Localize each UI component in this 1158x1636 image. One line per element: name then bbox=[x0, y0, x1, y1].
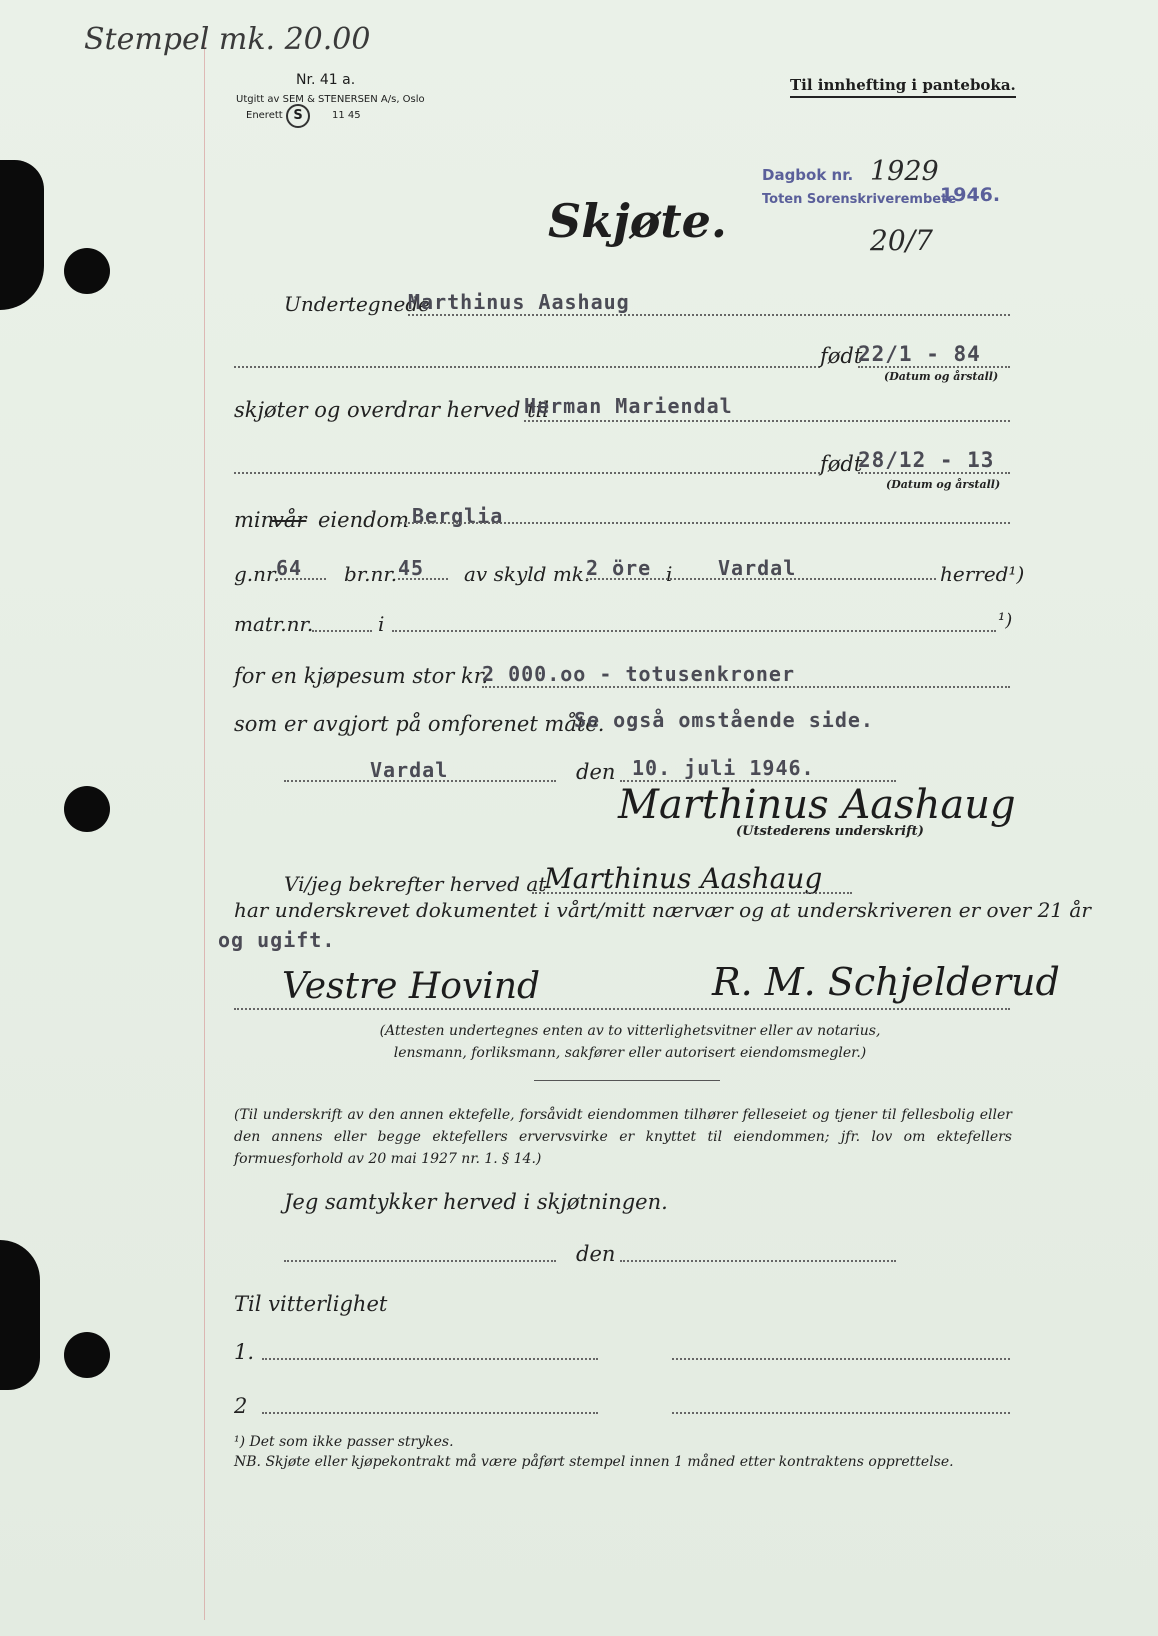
gnr-value: 64 bbox=[276, 556, 303, 580]
dotted-line bbox=[408, 314, 1010, 316]
consent-text: Jeg samtykker herved i skjøtningen. bbox=[284, 1190, 668, 1214]
margin-line bbox=[204, 30, 205, 1620]
spouse-note: (Til underskrift av den annen ektefelle, forsåvidt eiendommen tilhører felleseiet og tjener til fellesbolig eller den annens eller begge ektefellers ervervsvirke er knyttet til eiendommen; jfr. lov om ektefellers formuesforhold av 20 mai 1927 nr. 1. § 14.) bbox=[234, 1107, 1012, 1167]
dotted-line bbox=[234, 472, 820, 474]
registry-stamp-prefix: Dagbok nr. bbox=[762, 166, 854, 184]
form-number: Nr. 41 a. bbox=[296, 72, 356, 88]
dotted-line bbox=[858, 472, 1010, 474]
seller-born-value: 22/1 - 84 bbox=[858, 342, 981, 366]
witness-1-label: 1. bbox=[234, 1340, 255, 1364]
dotted-line bbox=[524, 420, 1010, 422]
buyer-born-value: 28/12 - 13 bbox=[858, 448, 995, 472]
settled-label: som er avgjort på omforenet måte. bbox=[234, 712, 605, 736]
matr-sup: ¹) bbox=[998, 610, 1013, 631]
buyer-name: Herman Mariendal bbox=[524, 394, 733, 418]
dotted-line bbox=[392, 630, 996, 632]
place-value: Vardal bbox=[370, 758, 449, 782]
attest-note: (Attesten undertegnes enten av to vitterlighetsvitner eller av notarius, lensmann, forliksmann, sakfører eller autorisert eiendomsmegler.) bbox=[379, 1023, 881, 1061]
gnr-label: g.nr. bbox=[234, 562, 280, 586]
binding-hole-bottom bbox=[64, 1332, 110, 1378]
skyld-label: av skyld mk. bbox=[464, 562, 591, 586]
seller-born-label: født bbox=[820, 344, 863, 368]
dotted-line bbox=[276, 578, 326, 580]
matr-i: i bbox=[378, 612, 385, 636]
skyld-i: i bbox=[666, 562, 673, 586]
dotted-line bbox=[284, 1260, 556, 1262]
header-right: Til innhefting i panteboka. bbox=[790, 76, 1016, 98]
dotted-line bbox=[234, 1008, 1010, 1010]
seller-signature-caption: (Utstederens underskrift) bbox=[736, 824, 924, 839]
dotted-line bbox=[398, 578, 448, 580]
divider bbox=[534, 1080, 720, 1081]
seller-signature: Marthinus Aashaug bbox=[618, 782, 1016, 828]
undertegnede-label: Undertegnede bbox=[284, 292, 430, 316]
buyer-born-hint: (Datum og årstall) bbox=[886, 478, 1001, 491]
witness-signature-right: R. M. Schjelderud bbox=[712, 960, 1060, 1004]
confirm-extra: og ugift. bbox=[218, 928, 336, 952]
herred-label: herred¹) bbox=[940, 562, 1025, 586]
settled-value: Se også omstående side. bbox=[574, 708, 874, 732]
seller-born-hint: (Datum og årstall) bbox=[884, 370, 999, 383]
witness-2-label: 2 bbox=[234, 1394, 248, 1418]
property-value: Berglia bbox=[412, 504, 504, 528]
footnote-1: ¹) Det som ikke passer strykes. bbox=[234, 1434, 454, 1450]
dotted-line bbox=[672, 1358, 1010, 1360]
document-title: Skjøte. bbox=[548, 194, 727, 248]
publisher-logo-icon: S bbox=[286, 104, 310, 128]
undertegnede-value: Marthinus Aashaug bbox=[408, 290, 630, 314]
brnr-value: 45 bbox=[398, 556, 425, 580]
form-code: 11 45 bbox=[332, 110, 361, 121]
dotted-line bbox=[620, 1260, 896, 1262]
dotted-line bbox=[532, 892, 852, 894]
brnr-label: br.nr. bbox=[344, 562, 398, 586]
torn-edge-top bbox=[0, 160, 44, 310]
footnote-nb: NB. Skjøte eller kjøpekontrakt må være påført stempel innen 1 måned etter kontraktens opprettelse. bbox=[234, 1454, 954, 1470]
form-publisher: Utgitt av SEM & STENERSEN A/s, Oslo bbox=[236, 94, 425, 105]
witness-heading: Til vitterlighet bbox=[234, 1292, 388, 1316]
price-value: 2 000.oo - totusenkroner bbox=[482, 662, 795, 686]
herred-value: Vardal bbox=[718, 556, 797, 580]
dotted-line bbox=[400, 522, 1010, 524]
binding-hole-top bbox=[64, 248, 110, 294]
skyld-value: 2 öre bbox=[586, 556, 652, 580]
witness-signature-left: Vestre Hovind bbox=[282, 966, 541, 1007]
property-label-struck: vår bbox=[272, 508, 307, 532]
price-label: for en kjøpesum stor kr. bbox=[234, 664, 489, 688]
dotted-line bbox=[262, 1358, 598, 1360]
dotted-line bbox=[858, 366, 1010, 368]
stamp-duty-note: Stempel mk. 20.00 bbox=[84, 22, 371, 57]
registry-stamp-date: 20/7 bbox=[870, 224, 933, 257]
form-publisher-extra: Enerett bbox=[246, 110, 283, 121]
confirm-line2: har underskrevet dokumentet i vårt/mitt nærvær og at underskriveren er over 21 år bbox=[234, 898, 1091, 922]
confirm-line1: Vi/jeg bekrefter herved at bbox=[284, 872, 547, 896]
consent-den: den bbox=[576, 1242, 616, 1266]
torn-edge-bottom bbox=[0, 1240, 40, 1390]
property-label-suffix: eiendom bbox=[318, 508, 410, 532]
buyer-born-label: født bbox=[820, 452, 863, 476]
dotted-line bbox=[482, 686, 1010, 688]
place-date-value: 10. juli 1946. bbox=[632, 756, 815, 780]
confirm-signer: Marthinus Aashaug bbox=[544, 862, 823, 895]
dotted-line bbox=[586, 578, 936, 580]
dotted-line bbox=[312, 630, 372, 632]
place-date-den: den bbox=[576, 760, 616, 784]
registry-stamp-office: Toten Sorenskriverembete bbox=[762, 192, 957, 207]
transfer-label: skjøter og overdrar herved til bbox=[234, 398, 549, 422]
matr-label: matr.nr. bbox=[234, 612, 314, 636]
property-label-prefix: min bbox=[234, 508, 275, 532]
binding-hole-middle bbox=[64, 786, 110, 832]
dotted-line bbox=[262, 1412, 598, 1414]
dotted-line bbox=[234, 366, 820, 368]
dotted-line bbox=[672, 1412, 1010, 1414]
registry-stamp-number: 1929 bbox=[870, 156, 939, 187]
registry-stamp-year: 1946. bbox=[940, 184, 1001, 206]
